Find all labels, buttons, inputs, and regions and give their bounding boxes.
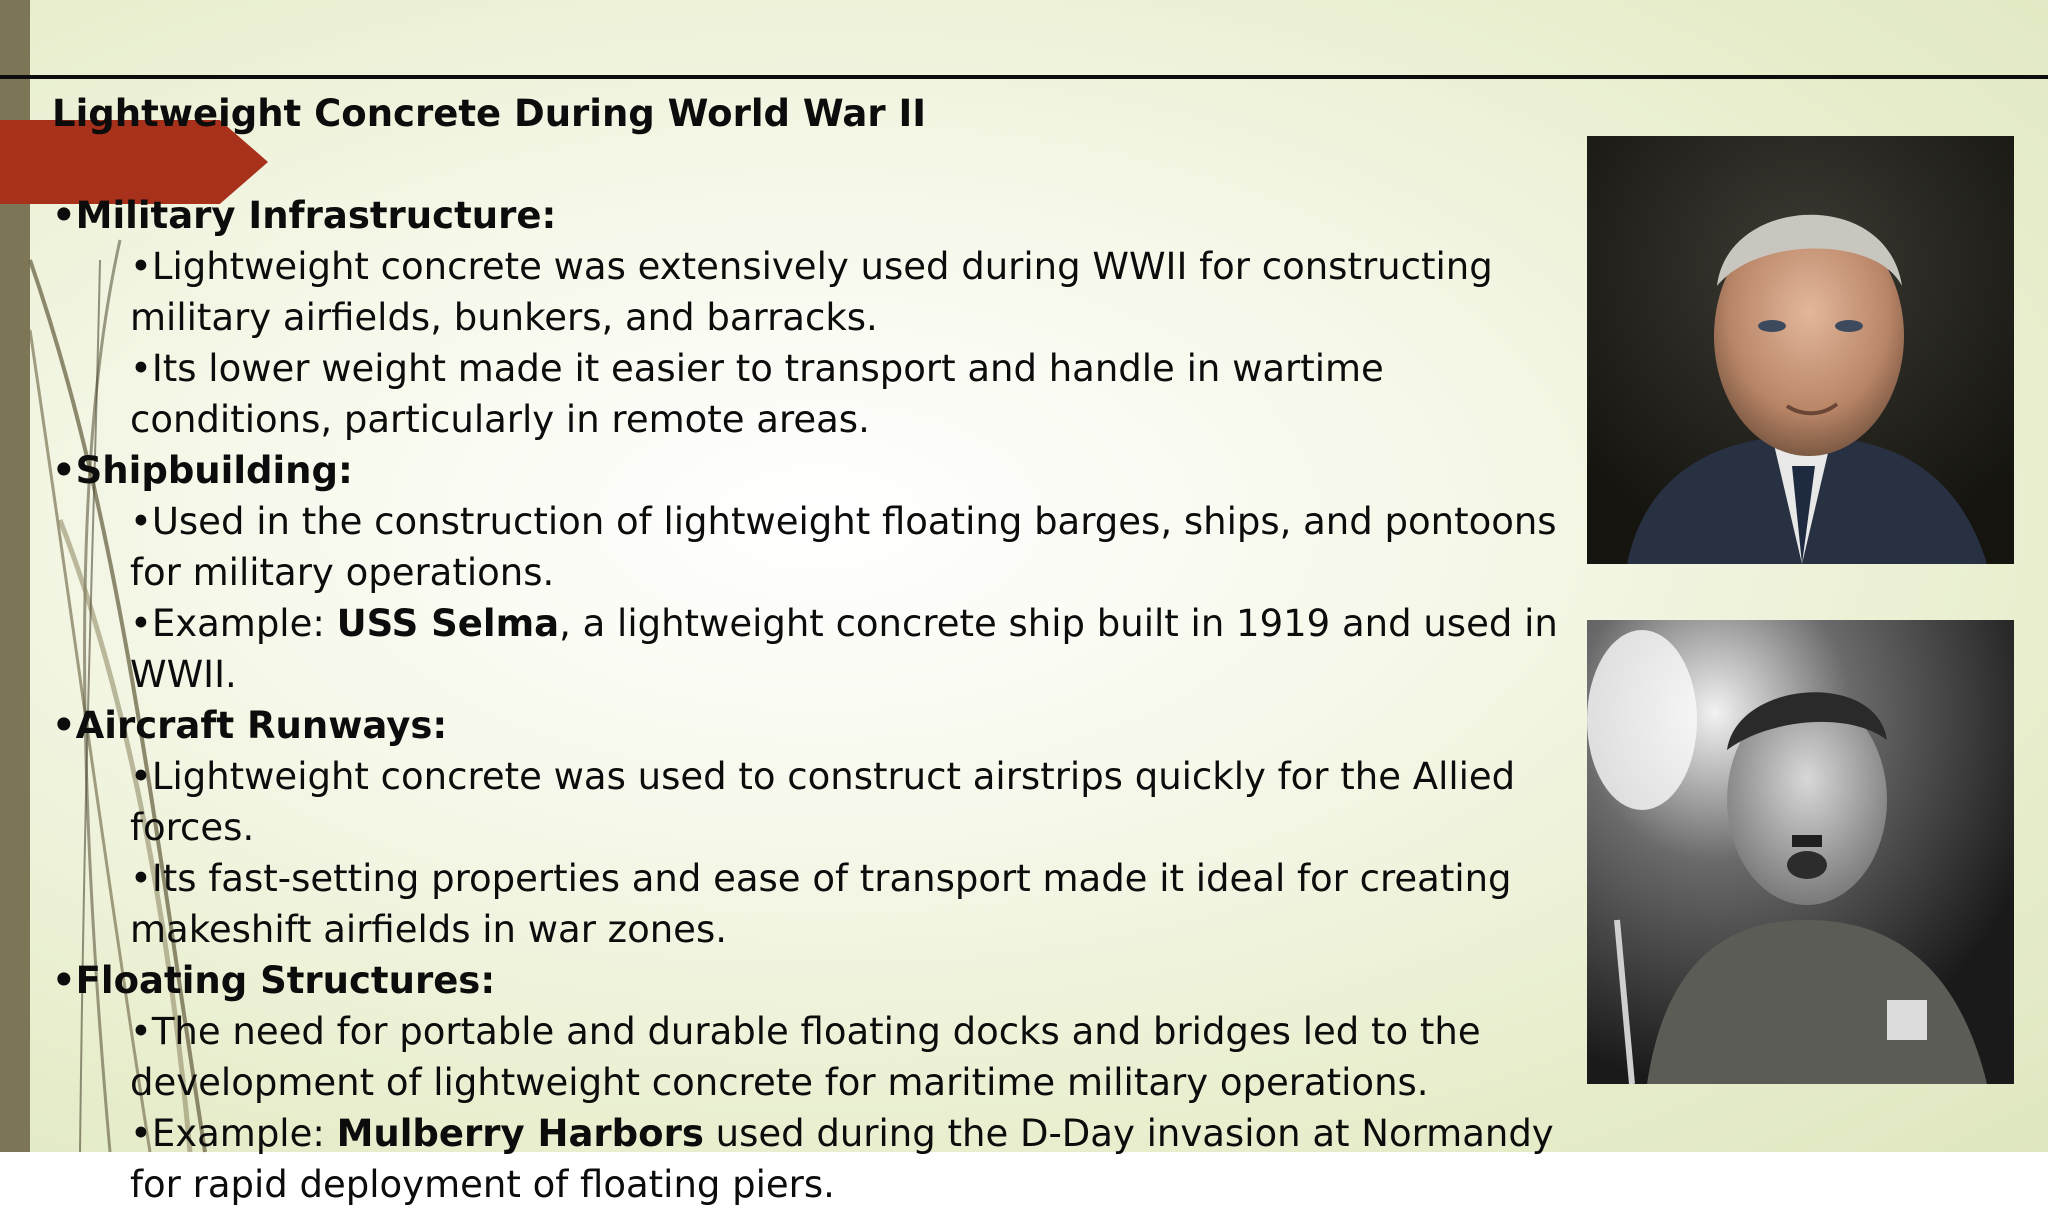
section-heading-text: Shipbuilding: xyxy=(75,449,353,492)
bullet-item xyxy=(52,853,1592,955)
bullet-item xyxy=(52,751,1592,853)
bullet-section xyxy=(52,700,1592,955)
bullet-item xyxy=(52,343,1592,445)
portrait-photo-bottom xyxy=(1587,620,2014,1084)
section-heading-text: Aircraft Runways: xyxy=(75,704,448,747)
portrait-image-top xyxy=(1587,136,2014,564)
bullet-glyph: • xyxy=(130,1112,152,1155)
section-heading xyxy=(52,445,1592,496)
bullet-glyph: • xyxy=(52,959,76,1002)
bullet-text-pre: Lightweight concrete was extensively used during WWII for constructing military airfields, bunkers, and barracks. xyxy=(130,245,1493,339)
bullet-glyph: • xyxy=(52,194,76,237)
bullet-sections xyxy=(52,190,1592,1210)
section-heading xyxy=(52,700,1592,751)
bullet-text-pre: Its fast-setting properties and ease of transport made it ideal for creating makeshift airfields in war zones. xyxy=(130,857,1512,951)
bullet-glyph: • xyxy=(130,755,152,798)
bullet-glyph: • xyxy=(130,500,152,543)
bullet-glyph: • xyxy=(52,704,76,747)
bullet-text-post: , a lightweight concrete ship built in 1919 and used in WWII. xyxy=(130,602,1558,696)
bullet-glyph: • xyxy=(130,1010,152,1053)
bullet-text-pre: Example: xyxy=(151,1112,337,1155)
bullet-glyph: • xyxy=(130,245,152,288)
bullet-item xyxy=(52,1108,1592,1210)
bullet-text-bold: USS Selma xyxy=(336,602,560,645)
section-heading xyxy=(52,190,1592,241)
section-heading-text: Floating Structures: xyxy=(75,959,496,1002)
bullet-glyph: • xyxy=(130,347,152,390)
bullet-text-pre: The need for portable and durable floating docks and bridges led to the development of lightweight concrete for maritime military operations. xyxy=(130,1010,1481,1104)
bullet-text-pre: Example: xyxy=(151,602,337,645)
bullet-text-pre: Used in the construction of lightweight floating barges, ships, and pontoons for military operations. xyxy=(130,500,1557,594)
slide-content xyxy=(52,88,1592,1210)
section-heading-text: Military Infrastructure: xyxy=(75,194,557,237)
bullet-text-post: used during the D-Day invasion at Normandy for rapid deployment of floating piers. xyxy=(130,1112,1554,1206)
bullet-glyph: • xyxy=(130,857,152,900)
bullet-item xyxy=(52,496,1592,598)
bullet-section xyxy=(52,955,1592,1210)
bullet-section xyxy=(52,445,1592,700)
bullet-glyph: • xyxy=(52,449,76,492)
bullet-text-bold: Mulberry Harbors xyxy=(336,1112,704,1155)
top-divider-rule xyxy=(0,75,2048,79)
portrait-photo-top xyxy=(1587,136,2014,564)
bullet-text-pre: Lightweight concrete was used to construct airstrips quickly for the Allied forces. xyxy=(130,755,1516,849)
bullet-item xyxy=(52,1006,1592,1108)
bullet-section xyxy=(52,190,1592,445)
bullet-glyph: • xyxy=(130,602,152,645)
section-heading xyxy=(52,955,1592,1006)
bullet-item xyxy=(52,241,1592,343)
portrait-image-bottom xyxy=(1587,620,2014,1084)
bullet-item xyxy=(52,598,1592,700)
bullet-text-pre: Its lower weight made it easier to transport and handle in wartime conditions, particularly in remote areas. xyxy=(130,347,1384,441)
slide-title: Lightweight Concrete During World War II xyxy=(52,92,926,135)
